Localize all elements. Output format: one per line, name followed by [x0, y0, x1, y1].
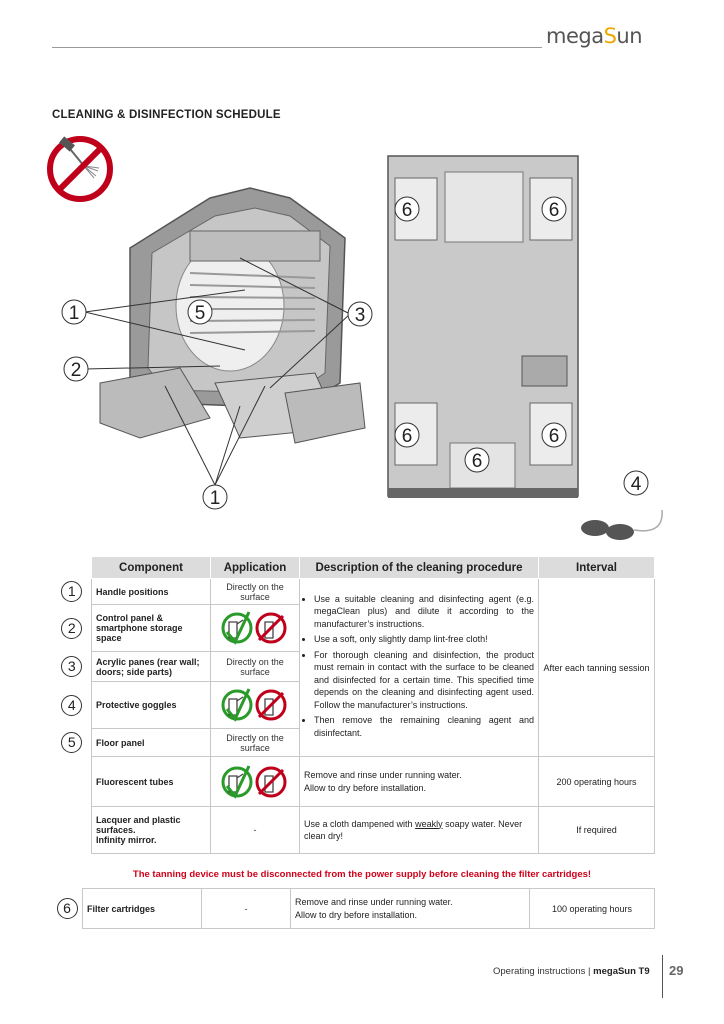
- callout-6b: 6: [548, 200, 560, 221]
- header-component: Component: [92, 557, 211, 579]
- table-row: [52, 889, 655, 929]
- row-number: 3: [61, 656, 82, 677]
- callout-3: 3: [354, 305, 366, 326]
- spray-allowed-icon: [221, 762, 289, 800]
- table-row: [53, 579, 655, 605]
- row-number: 5: [61, 732, 82, 753]
- interval: If required: [539, 807, 655, 854]
- header-application: Application: [211, 557, 300, 579]
- application-method: Directly on the surface: [211, 652, 300, 682]
- table-row: [53, 757, 655, 807]
- application-icons: [211, 605, 300, 652]
- spray-allowed-icon: [221, 685, 289, 723]
- no-water-jet-icon: [50, 136, 110, 199]
- row-number: 4: [61, 695, 82, 716]
- footer-text: Operating instructions | megaSun T9: [493, 966, 650, 977]
- table-row: [53, 807, 655, 854]
- interval: After each tanning session: [539, 579, 655, 757]
- application-icons: [211, 757, 300, 807]
- power-disconnect-warning: The tanning device must be disconnected from the power supply before cleaning the filter cartridges!: [132, 869, 592, 880]
- cleaning-figure: [40, 128, 690, 548]
- callout-4: 4: [630, 474, 642, 495]
- callout-6e: 6: [471, 451, 483, 472]
- application-method: Directly on the surface: [211, 579, 300, 605]
- row-number: 1: [61, 581, 82, 602]
- component-name: Protective goggles: [92, 682, 211, 729]
- filter-cartridge-table: [52, 888, 655, 929]
- goggles-drawing: [581, 510, 662, 540]
- header-interval: Interval: [539, 557, 655, 579]
- application-method: -: [211, 807, 300, 854]
- component-name: Lacquer and plastic surfaces. Infinity mirror.: [92, 807, 211, 854]
- component-name: Fluorescent tubes: [92, 757, 211, 807]
- callout-6d: 6: [548, 426, 560, 447]
- footer-divider: [662, 955, 663, 998]
- spray-allowed-icon: [221, 608, 289, 646]
- application-method: -: [202, 889, 291, 929]
- row-number: 6: [57, 898, 78, 919]
- callout-5: 5: [194, 303, 206, 324]
- component-name: Control panel & smartphone storage space: [92, 605, 211, 652]
- cleaning-description: Use a cloth dampened with weakly soapy water. Never clean dry!: [300, 807, 539, 854]
- application-icons: [211, 682, 300, 729]
- callout-6a: 6: [401, 200, 413, 221]
- cleaning-description: Remove and rinse under running water. Allow to dry before installation.: [300, 757, 539, 807]
- component-name: Filter cartridges: [83, 889, 202, 929]
- row-number: 2: [61, 618, 82, 639]
- brand-logo: megaSun: [546, 24, 643, 48]
- component-name: Handle positions: [92, 579, 211, 605]
- callout-1: 1: [68, 303, 80, 324]
- header-rule: [52, 47, 542, 48]
- callout-1b: 1: [209, 488, 221, 509]
- application-method: Directly on the surface: [211, 729, 300, 757]
- component-name: Acrylic panes (rear wall; doors; side parts): [92, 652, 211, 682]
- component-name: Floor panel: [92, 729, 211, 757]
- page-number: 29: [669, 963, 684, 978]
- header-description: Description of the cleaning procedure: [300, 557, 539, 579]
- interval: 200 operating hours: [539, 757, 655, 807]
- open-sunbed-drawing: [100, 188, 365, 443]
- callout-2: 2: [70, 360, 82, 381]
- cleaning-schedule-table: [52, 556, 655, 854]
- cleaning-description: • Use a suitable cleaning and disinfecting agent (e.g. megaClean plus) and dilute it according to the manufacturer’s instructions. • Use a soft, only slightly damp lint-free cloth! • For thorough cleaning and disinfection, the product must remain in contact with the surface to be cleaned and disinfected for a certain time. This specified time depends on the cleaning and disinfecting agent used. Follow the manufacturer’s instructions. • Then remove the remaining cleaning agent and disinfectant.: [300, 579, 539, 757]
- section-title: CLEANING & DISINFECTION SCHEDULE: [52, 109, 281, 121]
- interval: 100 operating hours: [530, 889, 655, 929]
- cleaning-description: Remove and rinse under running water. Allow to dry before installation.: [291, 889, 530, 929]
- callout-6c: 6: [401, 426, 413, 447]
